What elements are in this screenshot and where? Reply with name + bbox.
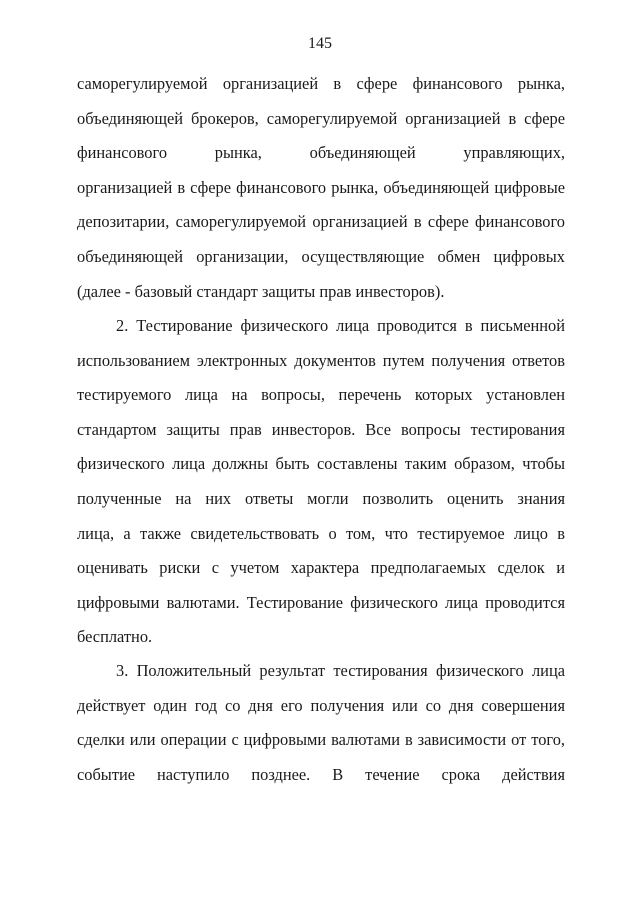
text-line: событие наступило позднее. В течение срока действия: [77, 764, 565, 784]
text-line: цифровыми валютами. Тестирование физического лица проводится: [77, 592, 565, 612]
paragraph-1: [77, 67, 565, 309]
text-line: сделки или операции с цифровыми валютами в зависимости от того,: [77, 730, 565, 750]
text-line: стандартом защиты прав инвесторов. Все вопросы тестирования: [77, 419, 565, 439]
text-line: 3. Положительный результат тестирования физического лица: [116, 661, 565, 680]
text-line: действует один год со дня его получения или со дня совершения: [77, 695, 565, 715]
text-line: лица, а также свидетельствовать о том, что тестируемое лицо в: [77, 523, 565, 543]
text-line: полученные на них ответы могли позволить оценить знания: [77, 488, 565, 508]
text-line: финансового рынка, объединяющей управляющих,: [77, 143, 565, 163]
text-line: организацией в сфере финансового рынка, объединяющей цифровые: [77, 177, 565, 197]
text-line: саморегулируемой организацией в сфере финансового рынка,: [77, 74, 565, 93]
text-line: депозитарии, саморегулируемой организацией в сфере финансового: [77, 212, 565, 232]
page-number: 145: [308, 35, 332, 52]
text-line: оценивать риски с учетом характера предполагаемых сделок и: [77, 558, 565, 578]
text-line: 2. Тестирование физического лица проводится в письменной: [116, 316, 565, 335]
text-line: объединяющей организации, осуществляющие обмен цифровых: [77, 246, 565, 266]
text-line: (далее - базовый стандарт защиты прав инвесторов).: [77, 281, 445, 301]
text-line: тестируемого лица на вопросы, перечень которых установлен: [77, 385, 565, 405]
paragraph-2: [77, 309, 565, 655]
text-line: физического лица должны быть составлены таким образом, чтобы: [77, 454, 565, 474]
text-line: использованием электронных документов путем получения ответов: [77, 350, 565, 370]
paragraph-3: [77, 654, 565, 792]
text-line: бесплатно.: [77, 627, 153, 647]
text-line: объединяющей брокеров, саморегулируемой организацией в сфере: [77, 108, 565, 128]
